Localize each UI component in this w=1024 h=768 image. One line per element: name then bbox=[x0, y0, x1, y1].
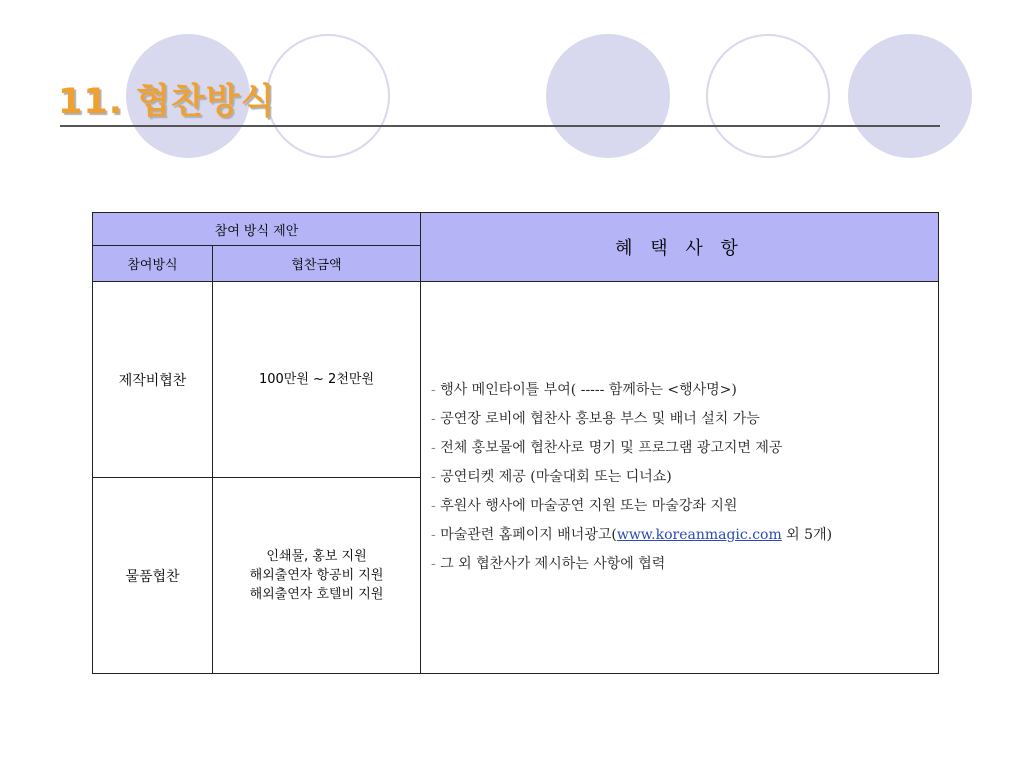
header-participation-proposal: 참여 방식 제안 bbox=[93, 213, 421, 246]
header-benefits: 혜 택 사 항 bbox=[421, 213, 939, 282]
decorative-circle bbox=[546, 34, 670, 158]
header-sponsorship-amount: 협찬금액 bbox=[213, 246, 421, 282]
slide-title: 11. 협찬방식 bbox=[58, 82, 276, 122]
amount-line: 인쇄물, 홍보 지원 bbox=[266, 549, 367, 564]
benefit-item: - 공연티켓 제공 (마술대회 또는 디너쇼) bbox=[431, 463, 938, 492]
title-divider bbox=[60, 125, 940, 127]
amount-line: 해외출연자 호텔비 지원 bbox=[249, 587, 384, 602]
benefit-item: - 공연장 로비에 협찬사 홍보용 부스 및 배너 설치 가능 bbox=[431, 405, 938, 434]
header-participation-type: 참여방식 bbox=[93, 246, 213, 282]
decorative-circle bbox=[848, 34, 972, 158]
amount-line: 해외출연자 항공비 지원 bbox=[249, 568, 384, 583]
benefit-item: - 그 외 협찬사가 제시하는 사항에 협력 bbox=[431, 550, 938, 579]
amount-line: 100만원 ~ 2천만원 bbox=[258, 372, 375, 387]
participation-type-cell: 제작비협찬 bbox=[93, 282, 213, 478]
sponsorship-amount-cell bbox=[213, 282, 421, 478]
decorative-circle-outline bbox=[706, 34, 830, 158]
decorative-circle-outline bbox=[266, 34, 390, 158]
benefits-cell bbox=[421, 282, 939, 674]
benefit-item: - 후원사 행사에 마술공연 지원 또는 마술강좌 지원 bbox=[431, 492, 938, 521]
sponsorship-amount-cell bbox=[213, 478, 421, 674]
benefits-list bbox=[431, 376, 938, 579]
benefit-item: - 마술관련 홈페이지 배너광고(www.koreanmagic.com 외 5개) bbox=[431, 521, 938, 550]
benefit-item: - 행사 메인타이틀 부여( ----- 함께하는 <행사명>) bbox=[431, 376, 938, 405]
participation-type-cell: 물품협찬 bbox=[93, 478, 213, 674]
benefit-item: - 전체 홍보물에 협찬사로 명기 및 프로그램 광고지면 제공 bbox=[431, 434, 938, 463]
sponsorship-table bbox=[92, 212, 939, 674]
table-row bbox=[93, 282, 939, 478]
website-link[interactable]: www.koreanmagic.com bbox=[616, 527, 782, 543]
